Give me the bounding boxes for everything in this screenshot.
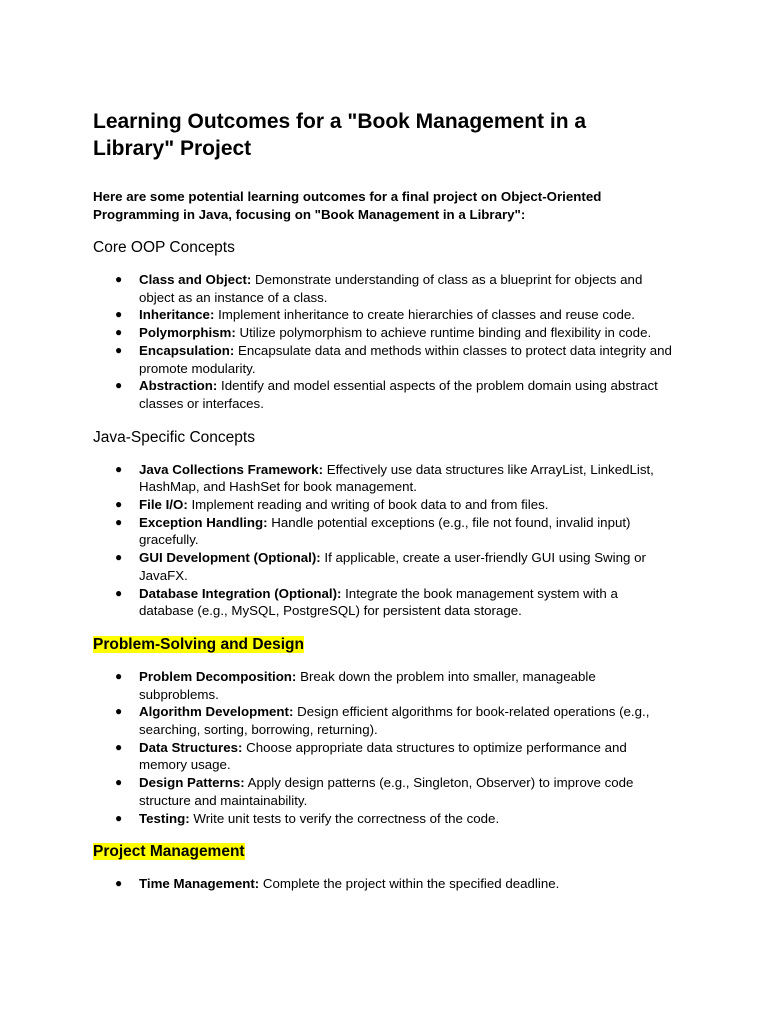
list-item (93, 703, 672, 738)
list-item-text: Identify and model essential aspects of the problem domain using abstract classes or interfaces. (139, 378, 658, 411)
list-item-term: File I/O: (139, 497, 188, 513)
list-item-term: Problem Decomposition: (139, 668, 297, 684)
list-item-term: Inheritance: (139, 307, 215, 323)
list-item-text: Integrate the book management system with a database (e.g., MySQL, PostgreSQL) for persistent data storage. (139, 585, 618, 619)
list-item-text: Write unit tests to verify the correctness of the code. (189, 810, 500, 826)
list-item-text: Demonstrate understanding of class as a blueprint for objects and object as an instance of a class. (139, 272, 643, 305)
section-heading: Java-Specific Concepts (93, 428, 255, 446)
bullet-list (93, 271, 672, 413)
list-item (93, 875, 672, 893)
list-item (93, 810, 672, 828)
list-item-text: Implement reading and writing of book data to and from files. (187, 497, 549, 513)
list-item-text: Choose appropriate data structures to optimize performance and memory usage. (139, 739, 627, 773)
list-item (93, 496, 672, 514)
list-item (93, 774, 672, 809)
list-item (93, 585, 672, 620)
intro-paragraph: Here are some potential learning outcomes for a final project on Object-Oriented Programming in Java, focusing on "Book Management in a Library": (93, 189, 602, 222)
list-item (93, 342, 672, 377)
document-title: Learning Outcomes for a "Book Management in a Library" Project (93, 110, 587, 160)
list-item-term: Abstraction: (139, 378, 218, 394)
list-item-term: Java Collections Framework: (139, 461, 324, 477)
list-item-text: Effectively use data structures like ArrayList, LinkedList, HashMap, and HashSet for book management. (139, 461, 654, 495)
bullet-icon: ● (115, 739, 123, 754)
list-item (93, 668, 672, 703)
sections-container (93, 238, 672, 893)
bullet-icon: ● (115, 272, 123, 286)
list-item-term: Exception Handling: (139, 514, 268, 530)
list-item-text: Handle potential exceptions (e.g., file not found, invalid input) gracefully. (139, 514, 631, 548)
section-heading-text: Project Management (93, 843, 245, 861)
list-item (93, 549, 672, 584)
list-item-term: Encapsulation: (139, 342, 235, 358)
bullet-icon: ● (115, 876, 123, 891)
bullet-icon: ● (115, 307, 123, 322)
bullet-list (93, 668, 672, 827)
bullet-icon: ● (115, 378, 123, 393)
list-item-text: Apply design patterns (e.g., Singleton, Observer) to improve code structure and maintainability. (139, 775, 634, 808)
section-heading (93, 842, 672, 862)
list-item (93, 377, 672, 412)
list-item (93, 324, 672, 342)
section-heading-text: Problem-Solving and Design (93, 635, 304, 653)
list-item (93, 271, 672, 306)
list-item-text: Design efficient algorithms for book-related operations (e.g., searching, sorting, borrowing, returning). (139, 704, 650, 738)
list-item-text: Complete the project within the specified deadline. (259, 876, 560, 892)
bullet-list (93, 461, 672, 620)
list-item-term: Data Structures: (139, 739, 243, 755)
bullet-list (93, 875, 672, 893)
list-item (93, 514, 672, 549)
list-item-text: Utilize polymorphism to achieve runtime binding and flexibility in code. (235, 325, 652, 341)
list-item (93, 306, 672, 324)
list-item-term: GUI Development (Optional): (139, 550, 321, 566)
bullet-icon: ● (115, 585, 123, 600)
bullet-icon: ● (115, 461, 123, 476)
bullet-icon: ● (115, 810, 123, 825)
bullet-icon: ● (115, 775, 123, 790)
list-item-text: Implement inheritance to create hierarchies of classes and reuse code. (214, 307, 635, 323)
list-item-term: Design Patterns: (139, 775, 245, 791)
list-item-term: Polymorphism: (139, 325, 236, 341)
list-item-text: If applicable, create a user-friendly GUI using Swing or JavaFX. (139, 550, 646, 583)
bullet-icon: ● (115, 550, 123, 565)
bullet-icon: ● (115, 497, 123, 512)
section-heading: Core OOP Concepts (93, 239, 235, 256)
list-item-term: Time Management: (139, 876, 260, 892)
list-item-text: Break down the problem into smaller, manageable subproblems. (139, 668, 596, 702)
list-item-term: Algorithm Development: (139, 704, 294, 720)
list-item-term: Class and Object: (139, 272, 252, 287)
list-item (93, 461, 672, 496)
list-item-term: Database Integration (Optional): (139, 585, 342, 601)
list-item-term: Testing: (139, 810, 190, 826)
bullet-icon: ● (115, 342, 123, 357)
section-heading (93, 635, 672, 655)
list-item-text: Encapsulate data and methods within classes to protect data integrity and promote modularity. (139, 342, 672, 376)
bullet-icon: ● (115, 668, 123, 683)
bullet-icon: ● (115, 514, 123, 529)
bullet-icon: ● (115, 325, 123, 340)
list-item (93, 739, 672, 774)
bullet-icon: ● (115, 704, 123, 719)
